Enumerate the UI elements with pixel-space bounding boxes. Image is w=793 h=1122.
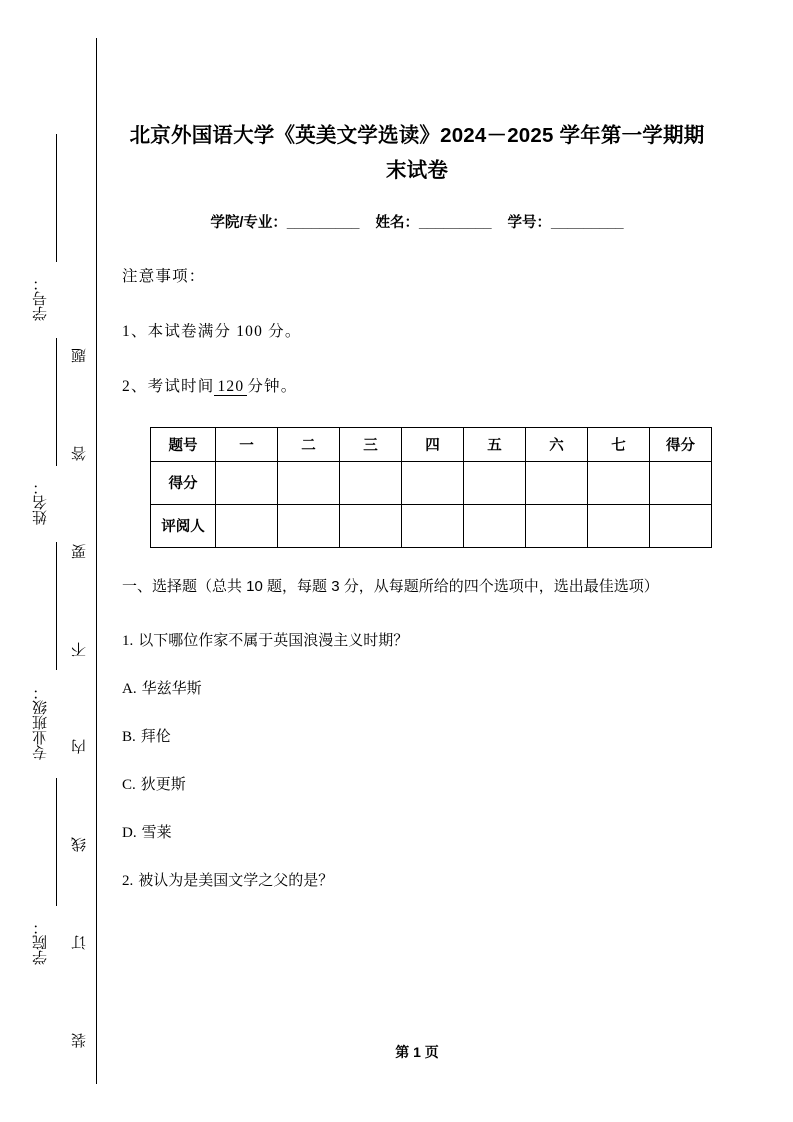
header-cell-q4: 四 bbox=[402, 427, 464, 461]
seal-char-da: 答 bbox=[71, 445, 88, 461]
option-b-key: B. bbox=[122, 729, 136, 746]
question-1-option-d[interactable] bbox=[122, 794, 712, 842]
option-c-key: C. bbox=[122, 777, 136, 794]
question-1-option-b[interactable] bbox=[122, 698, 712, 746]
notice-item-total-score: 1、本试卷满分 100 分。 bbox=[122, 322, 302, 340]
sidebar-field-column bbox=[30, 120, 82, 966]
notice-item-duration bbox=[122, 341, 712, 396]
row-label-grader: 评阅人 bbox=[151, 504, 216, 547]
option-b-text: 拜伦 bbox=[140, 728, 171, 746]
option-d-key: D. bbox=[122, 825, 137, 842]
grader-cell-q6[interactable] bbox=[526, 504, 588, 547]
grader-cell-q4[interactable] bbox=[402, 504, 464, 547]
score-cell-q5[interactable] bbox=[464, 461, 526, 504]
section-heading-1: 一、选择题（总共 10 题，每题 3 分，从每题所给的四个选项中，选出最佳选项） bbox=[122, 577, 659, 595]
question-2 bbox=[122, 842, 712, 890]
row-label-score: 得分 bbox=[151, 461, 216, 504]
seal-char-yao: 要 bbox=[71, 543, 88, 559]
table-row-score bbox=[151, 461, 712, 504]
grader-cell-q3[interactable] bbox=[340, 504, 402, 547]
duration-suffix: 分钟。 bbox=[247, 377, 298, 395]
header-cell-q2: 二 bbox=[278, 427, 340, 461]
college-write-rule[interactable] bbox=[56, 778, 57, 906]
grader-cell-total[interactable] bbox=[650, 504, 712, 547]
header-cell-total: 得分 bbox=[650, 427, 712, 461]
question-1-option-c[interactable] bbox=[122, 746, 712, 794]
sidebar-label-name: 姓名： bbox=[33, 480, 49, 526]
seal-char-nei: 内 bbox=[71, 739, 88, 755]
option-d-text: 雪莱 bbox=[141, 824, 172, 842]
seal-line-rule bbox=[96, 38, 97, 1084]
name-write-rule[interactable] bbox=[56, 338, 57, 466]
sidebar-label-college: 学院： bbox=[33, 920, 49, 966]
header-cell-q7: 七 bbox=[588, 427, 650, 461]
grader-cell-q1[interactable] bbox=[216, 504, 278, 547]
header-cell-q5: 五 bbox=[464, 427, 526, 461]
grader-cell-q7[interactable] bbox=[588, 504, 650, 547]
score-cell-total[interactable] bbox=[650, 461, 712, 504]
binding-sidebar bbox=[0, 0, 110, 1122]
grader-cell-q2[interactable] bbox=[278, 504, 340, 547]
header-cell-q3: 三 bbox=[340, 427, 402, 461]
sidebar-label-class: 专业班级： bbox=[33, 685, 49, 761]
question-2-text: 被认为是美国文学之父的是？ bbox=[138, 872, 334, 890]
seal-char-zhuang: 装 bbox=[71, 1032, 88, 1048]
name-blank[interactable]: _________ bbox=[418, 214, 492, 231]
score-cell-q1[interactable] bbox=[216, 461, 278, 504]
score-cell-q2[interactable] bbox=[278, 461, 340, 504]
student-id-label: 学号： bbox=[507, 214, 552, 231]
score-cell-q7[interactable] bbox=[588, 461, 650, 504]
table-row-grader bbox=[151, 504, 712, 547]
seal-char-ti: 题 bbox=[71, 348, 88, 363]
question-1-number: 1. bbox=[122, 633, 134, 650]
header-cell-q6: 六 bbox=[526, 427, 588, 461]
score-table-container bbox=[122, 396, 712, 548]
option-a-key: A. bbox=[122, 681, 137, 698]
question-1-text: 以下哪位作家不属于英国浪漫主义时期？ bbox=[138, 632, 409, 650]
document-body bbox=[122, 0, 712, 1122]
grader-cell-q5[interactable] bbox=[464, 504, 526, 547]
seal-char-ding: 订 bbox=[71, 935, 88, 951]
score-table bbox=[150, 427, 712, 548]
page-footer: 第 1 页 bbox=[395, 1044, 439, 1060]
score-cell-q3[interactable] bbox=[340, 461, 402, 504]
duration-value[interactable]: 120 bbox=[214, 378, 247, 396]
header-cell-q1: 一 bbox=[216, 427, 278, 461]
question-2-number: 2. bbox=[122, 873, 134, 890]
page-title: 北京外国语大学《英美文学选读》2024－2025 学年第一学期期末试卷 bbox=[129, 124, 705, 183]
duration-prefix: 2、考试时间 bbox=[122, 377, 215, 395]
seal-char-bu: 不 bbox=[71, 641, 88, 657]
student-id-blank[interactable]: _________ bbox=[551, 214, 624, 231]
notice-heading: 注意事项： bbox=[122, 267, 206, 285]
header-cell-title: 题号 bbox=[151, 427, 216, 461]
student-id-write-rule[interactable] bbox=[56, 134, 57, 262]
seal-char-xian: 线 bbox=[71, 837, 88, 853]
score-cell-q6[interactable] bbox=[526, 461, 588, 504]
department-label: 学院/专业： bbox=[210, 214, 287, 231]
question-1-option-a[interactable] bbox=[122, 650, 712, 698]
option-a-text: 华兹华斯 bbox=[141, 680, 202, 698]
name-label: 姓名： bbox=[375, 214, 419, 231]
score-cell-q4[interactable] bbox=[402, 461, 464, 504]
table-row-header bbox=[151, 427, 712, 461]
department-blank[interactable]: _________ bbox=[286, 214, 360, 231]
student-identity-line bbox=[122, 189, 712, 232]
option-c-text: 狄更斯 bbox=[140, 776, 186, 794]
sidebar-label-student-id: 学号： bbox=[33, 276, 49, 322]
question-1 bbox=[122, 602, 712, 650]
class-write-rule[interactable] bbox=[56, 542, 57, 670]
